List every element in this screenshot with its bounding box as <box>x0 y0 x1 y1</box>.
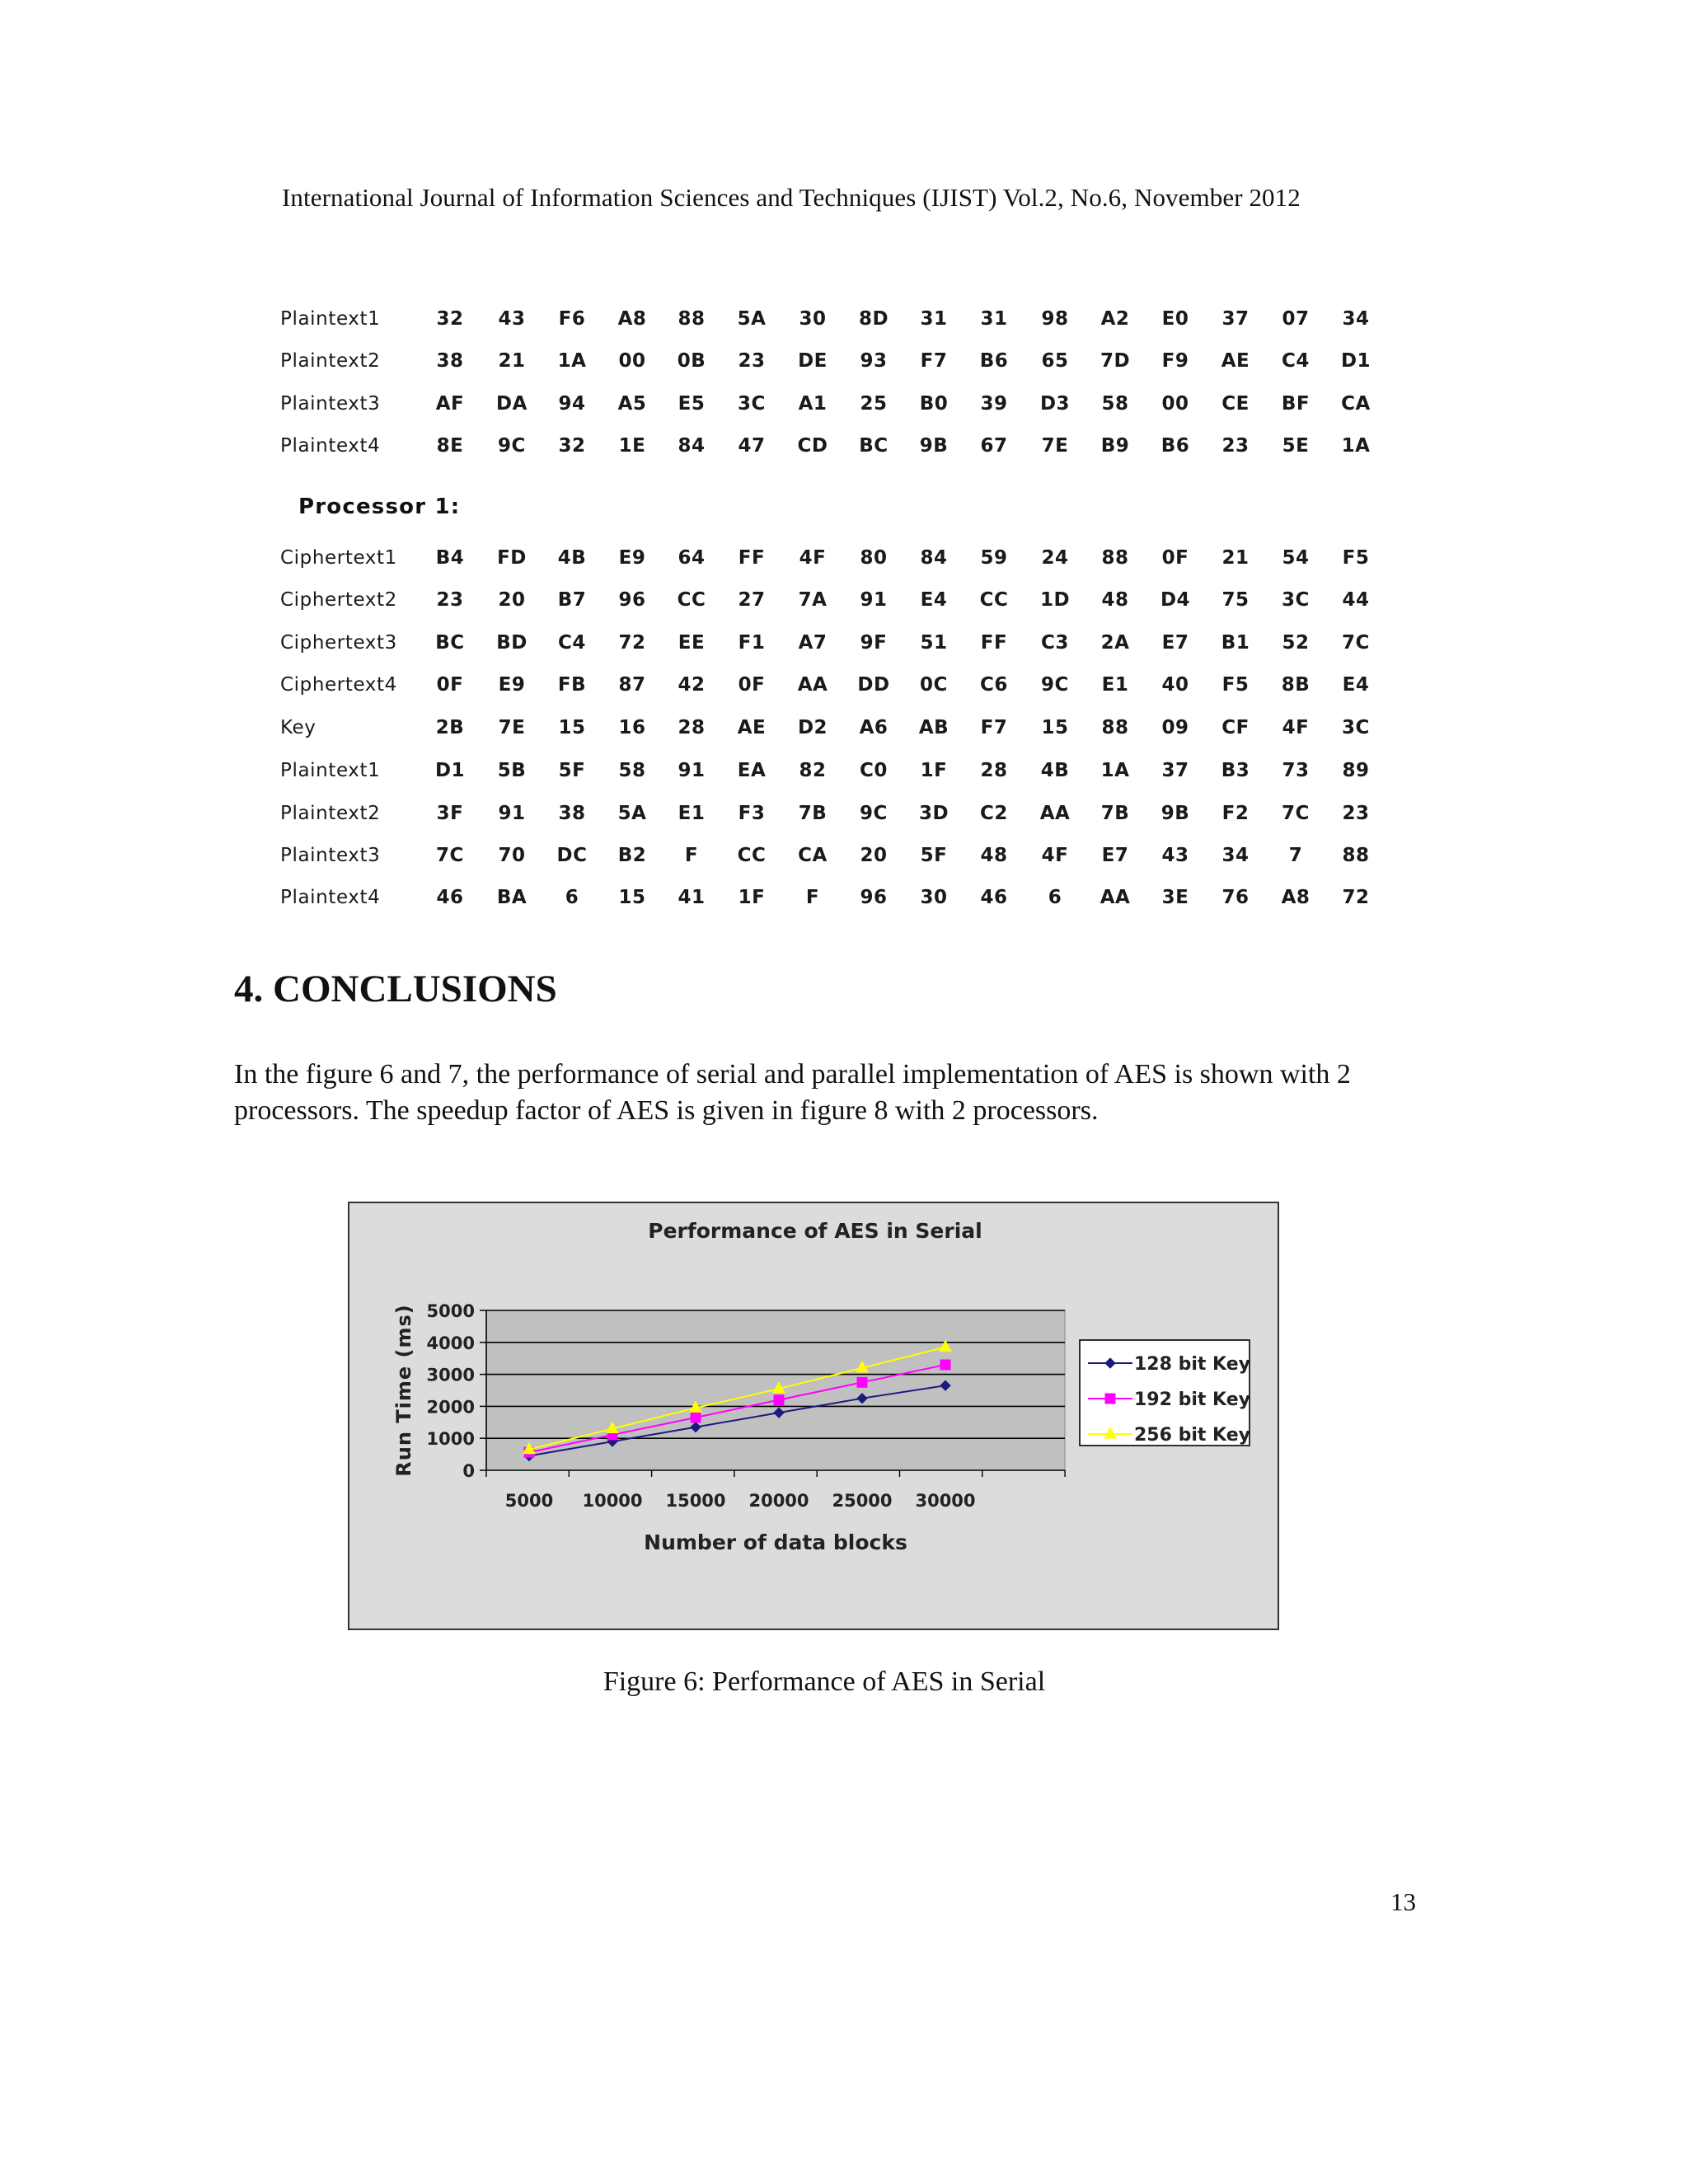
hex-cell: 34 <box>1342 308 1370 330</box>
hex-cell: AA <box>1100 887 1131 908</box>
hex-cell: B2 <box>617 845 647 866</box>
data-point <box>691 1413 701 1422</box>
processor-heading: Processor 1: <box>298 494 461 519</box>
table-row <box>0 393 1688 421</box>
table-row <box>0 887 1688 915</box>
row-label: Plaintext4 <box>280 435 381 457</box>
hex-cell: 7A <box>798 589 828 611</box>
hex-cell: 15 <box>618 887 646 908</box>
hex-cell: AE <box>1221 350 1250 372</box>
hex-cell: EE <box>678 632 706 654</box>
hex-cell: 1F <box>738 887 766 908</box>
x-tick-label: 5000 <box>504 1491 554 1511</box>
hex-cell: B0 <box>919 393 949 415</box>
hex-cell: 0F <box>738 674 766 696</box>
legend-label: 192 bit Key <box>1134 1390 1250 1410</box>
hex-cell: 44 <box>1342 589 1370 611</box>
hex-cell: 5F <box>920 845 948 866</box>
y-tick-label: 5000 <box>426 1301 475 1321</box>
hex-cell: C4 <box>558 632 586 654</box>
hex-cell: 38 <box>436 350 464 372</box>
row-label: Key <box>280 717 316 738</box>
x-tick-label: 25000 <box>832 1491 893 1511</box>
hex-cell: 76 <box>1221 887 1250 908</box>
table-row <box>0 845 1688 873</box>
hex-cell: 9B <box>919 435 949 457</box>
hex-cell: A1 <box>798 393 828 415</box>
table-row <box>0 674 1688 702</box>
hex-cell: 9F <box>860 632 888 654</box>
hex-cell: 00 <box>1161 393 1189 415</box>
hex-cell: F5 <box>1221 674 1250 696</box>
hex-cell: B9 <box>1100 435 1130 457</box>
hex-cell: 7 <box>1288 845 1303 866</box>
hex-cell: 41 <box>678 887 706 908</box>
hex-cell: CC <box>979 589 1009 611</box>
hex-cell: 28 <box>980 760 1008 781</box>
chart-title: Performance of AES in Serial <box>648 1219 982 1243</box>
hex-cell: 8E <box>436 435 464 457</box>
hex-cell: AA <box>1039 803 1071 824</box>
hex-cell: 4B <box>557 547 587 569</box>
data-point <box>857 1377 867 1387</box>
hex-cell: 07 <box>1282 308 1310 330</box>
hex-cell: 21 <box>498 350 526 372</box>
hex-cell: 98 <box>1041 308 1069 330</box>
hex-cell: 70 <box>498 845 526 866</box>
hex-cell: 5B <box>497 760 527 781</box>
hex-cell: 24 <box>1041 547 1069 569</box>
x-axis-label: Number of data blocks <box>644 1530 907 1554</box>
hex-cell: E0 <box>1161 308 1189 330</box>
legend-label: 128 bit Key <box>1134 1354 1250 1375</box>
hex-cell: 34 <box>1221 845 1250 866</box>
hex-cell: F9 <box>1161 350 1189 372</box>
hex-cell: 91 <box>498 803 526 824</box>
hex-cell: CA <box>1341 393 1371 415</box>
hex-cell: 3F <box>436 803 464 824</box>
hex-cell: B4 <box>435 547 465 569</box>
hex-cell: 2A <box>1100 632 1130 654</box>
row-label: Plaintext4 <box>280 887 381 908</box>
hex-cell: 4F <box>1282 717 1310 738</box>
hex-cell: 09 <box>1161 717 1189 738</box>
hex-cell: 93 <box>860 350 888 372</box>
hex-cell: 7D <box>1100 350 1131 372</box>
hex-cell: C0 <box>860 760 888 781</box>
hex-cell: 4F <box>799 547 827 569</box>
y-tick-label: 1000 <box>426 1429 475 1450</box>
hex-cell: AB <box>918 717 950 738</box>
hex-cell: E9 <box>618 547 646 569</box>
hex-cell: 7B <box>798 803 828 824</box>
hex-cell: A2 <box>1100 308 1130 330</box>
hex-cell: 5A <box>617 803 647 824</box>
hex-cell: 43 <box>498 308 526 330</box>
hex-cell: 16 <box>618 717 646 738</box>
hex-cell: 96 <box>860 887 888 908</box>
hex-cell: AA <box>797 674 828 696</box>
row-label: Ciphertext2 <box>280 589 397 611</box>
table-row <box>0 803 1688 831</box>
hex-cell: CA <box>798 845 828 866</box>
hex-cell: 96 <box>618 589 646 611</box>
row-label: Ciphertext1 <box>280 547 397 569</box>
hex-cell: DE <box>798 350 828 372</box>
hex-cell: 7C <box>436 845 464 866</box>
y-tick-label: 0 <box>462 1461 475 1481</box>
hex-cell: C3 <box>1041 632 1069 654</box>
hex-cell: CC <box>677 589 706 611</box>
table-row <box>0 435 1688 463</box>
hex-cell: B6 <box>979 350 1009 372</box>
hex-cell: 23 <box>436 589 464 611</box>
hex-cell: F2 <box>1221 803 1250 824</box>
hex-cell: 30 <box>920 887 948 908</box>
hex-cell: 42 <box>678 674 706 696</box>
hex-cell: 1A <box>1100 760 1130 781</box>
hex-cell: 7E <box>498 717 526 738</box>
hex-cell: B3 <box>1221 760 1250 781</box>
hex-cell: 8B <box>1281 674 1311 696</box>
legend-label: 256 bit Key <box>1134 1425 1250 1446</box>
hex-cell: FF <box>980 632 1008 654</box>
hex-cell: CD <box>797 435 828 457</box>
hex-cell: 72 <box>1342 887 1370 908</box>
hex-cell: 28 <box>678 717 706 738</box>
hex-cell: 87 <box>618 674 646 696</box>
hex-cell: E1 <box>1101 674 1129 696</box>
hex-cell: 3C <box>1342 717 1370 738</box>
hex-cell: E4 <box>1342 674 1370 696</box>
row-label: Ciphertext4 <box>280 674 397 696</box>
hex-cell: 1D <box>1039 589 1071 611</box>
hex-cell: 43 <box>1161 845 1189 866</box>
hex-cell: 88 <box>1342 845 1370 866</box>
x-tick-label: 15000 <box>665 1491 726 1511</box>
hex-cell: 88 <box>678 308 706 330</box>
hex-cell: 9C <box>498 435 526 457</box>
hex-cell: 0B <box>677 350 706 372</box>
section-heading: 4. CONCLUSIONS <box>234 968 557 1010</box>
hex-cell: BC <box>859 435 889 457</box>
hex-cell: 7B <box>1100 803 1130 824</box>
hex-cell: 5E <box>1282 435 1310 457</box>
row-label: Plaintext3 <box>280 845 381 866</box>
hex-cell: F3 <box>738 803 766 824</box>
hex-cell: 5F <box>558 760 586 781</box>
hex-cell: 52 <box>1282 632 1310 654</box>
hex-cell: 20 <box>498 589 526 611</box>
hex-cell: 38 <box>558 803 586 824</box>
table-row <box>0 308 1688 336</box>
hex-cell: 82 <box>799 760 827 781</box>
performance-chart <box>349 1203 1281 1632</box>
table-row <box>0 717 1688 745</box>
hex-cell: 2B <box>435 717 465 738</box>
hex-cell: D1 <box>1340 350 1372 372</box>
hex-cell: A6 <box>859 717 889 738</box>
hex-cell: 91 <box>860 589 888 611</box>
hex-cell: 51 <box>920 632 948 654</box>
data-point <box>774 1395 784 1405</box>
hex-cell: D3 <box>1039 393 1071 415</box>
page-number: 13 <box>1390 1887 1416 1916</box>
hex-cell: D4 <box>1160 589 1191 611</box>
hex-cell: 1F <box>920 760 948 781</box>
hex-cell: 4B <box>1040 760 1070 781</box>
hex-cell: F5 <box>1342 547 1370 569</box>
hex-cell: 65 <box>1041 350 1069 372</box>
hex-cell: 88 <box>1101 717 1129 738</box>
hex-cell: 58 <box>618 760 646 781</box>
hex-cell: D1 <box>434 760 466 781</box>
hex-cell: 37 <box>1161 760 1189 781</box>
hex-cell: B7 <box>557 589 587 611</box>
hex-cell: 00 <box>618 350 646 372</box>
row-label: Plaintext1 <box>280 308 381 330</box>
hex-cell: 89 <box>1342 760 1370 781</box>
hex-cell: 1E <box>618 435 646 457</box>
hex-cell: A5 <box>617 393 647 415</box>
hex-cell: 46 <box>436 887 464 908</box>
hex-cell: DC <box>556 845 588 866</box>
x-tick-label: 20000 <box>748 1491 809 1511</box>
hex-cell: 1A <box>1341 435 1371 457</box>
hex-cell: DD <box>857 674 890 696</box>
hex-cell: 3C <box>738 393 766 415</box>
hex-cell: 7E <box>1041 435 1069 457</box>
y-tick-label: 4000 <box>426 1333 475 1353</box>
hex-cell: A7 <box>798 632 828 654</box>
hex-cell: E1 <box>678 803 706 824</box>
hex-cell: B6 <box>1160 435 1190 457</box>
hex-cell: 54 <box>1282 547 1310 569</box>
table-row <box>0 632 1688 660</box>
hex-cell: 1A <box>557 350 587 372</box>
hex-cell: 3E <box>1161 887 1189 908</box>
hex-cell: 21 <box>1221 547 1250 569</box>
hex-cell: 46 <box>980 887 1008 908</box>
hex-cell: 67 <box>980 435 1008 457</box>
hex-cell: E5 <box>678 393 706 415</box>
figure-caption: Figure 6: Performance of AES in Serial <box>603 1666 1046 1697</box>
hex-cell: 9C <box>860 803 888 824</box>
table-row <box>0 589 1688 617</box>
hex-cell: 39 <box>980 393 1008 415</box>
hex-cell: AF <box>435 393 465 415</box>
legend-marker <box>1105 1394 1115 1404</box>
hex-cell: 31 <box>980 308 1008 330</box>
hex-cell: 9C <box>1041 674 1069 696</box>
hex-cell: 7C <box>1342 632 1370 654</box>
hex-cell: E7 <box>1101 845 1129 866</box>
y-tick-label: 3000 <box>426 1365 475 1385</box>
hex-cell: 23 <box>1342 803 1370 824</box>
hex-cell: 64 <box>678 547 706 569</box>
hex-cell: 6 <box>565 887 579 908</box>
hex-cell: F6 <box>558 308 586 330</box>
hex-cell: F <box>805 887 820 908</box>
hex-cell: 0F <box>1161 547 1189 569</box>
hex-cell: CC <box>737 845 767 866</box>
hex-cell: 3D <box>918 803 950 824</box>
hex-cell: 59 <box>980 547 1008 569</box>
x-tick-label: 10000 <box>582 1491 643 1511</box>
journal-header: International Journal of Information Sciences and Techniques (IJIST) Vol.2, No.6, November 2012 <box>282 183 1301 212</box>
hex-cell: F7 <box>920 350 948 372</box>
hex-cell: 9B <box>1160 803 1190 824</box>
hex-cell: 25 <box>860 393 888 415</box>
hex-cell: EA <box>737 760 767 781</box>
hex-cell: DA <box>496 393 528 415</box>
hex-cell: 84 <box>920 547 948 569</box>
hex-cell: F1 <box>738 632 766 654</box>
hex-cell: 32 <box>558 435 586 457</box>
hex-cell: 91 <box>678 760 706 781</box>
hex-cell: 6 <box>1048 887 1062 908</box>
hex-cell: 8D <box>858 308 889 330</box>
row-label: Plaintext2 <box>280 803 381 824</box>
row-label: Plaintext1 <box>280 760 381 781</box>
chart-frame <box>348 1202 1279 1630</box>
hex-cell: 40 <box>1161 674 1189 696</box>
row-label: Plaintext3 <box>280 393 381 415</box>
hex-cell: 88 <box>1101 547 1129 569</box>
hex-cell: 47 <box>738 435 766 457</box>
hex-cell: CF <box>1221 717 1250 738</box>
hex-cell: 4F <box>1041 845 1069 866</box>
hex-cell: 30 <box>799 308 827 330</box>
hex-cell: 0F <box>436 674 464 696</box>
hex-cell: 48 <box>980 845 1008 866</box>
table-row <box>0 547 1688 575</box>
data-point <box>940 1360 950 1370</box>
row-label: Plaintext2 <box>280 350 381 372</box>
hex-cell: BF <box>1281 393 1311 415</box>
hex-cell: 73 <box>1282 760 1310 781</box>
hex-cell: BC <box>435 632 465 654</box>
hex-cell: D2 <box>797 717 828 738</box>
x-tick-label: 30000 <box>915 1491 976 1511</box>
hex-cell: 15 <box>558 717 586 738</box>
y-tick-label: 2000 <box>426 1397 475 1418</box>
hex-cell: C4 <box>1282 350 1310 372</box>
hex-cell: 58 <box>1101 393 1129 415</box>
hex-cell: FB <box>557 674 587 696</box>
hex-cell: C6 <box>980 674 1008 696</box>
hex-cell: 3C <box>1282 589 1310 611</box>
hex-cell: FF <box>738 547 766 569</box>
hex-cell: 7C <box>1282 803 1310 824</box>
hex-cell: 94 <box>558 393 586 415</box>
hex-cell: 31 <box>920 308 948 330</box>
hex-cell: E4 <box>920 589 948 611</box>
hex-cell: BD <box>496 632 528 654</box>
table-row <box>0 350 1688 378</box>
body-paragraph: In the figure 6 and 7, the performance of serial and parallel implementation of AES is shown with 2 processors. The speedup factor of AES is given in figure 8 with 2 processors. <box>234 1059 1351 1126</box>
hex-cell: 23 <box>1221 435 1250 457</box>
hex-cell: A8 <box>1281 887 1311 908</box>
hex-cell: 48 <box>1101 589 1129 611</box>
hex-cell: 5A <box>737 308 767 330</box>
hex-cell: 0C <box>920 674 948 696</box>
hex-cell: 15 <box>1041 717 1069 738</box>
hex-cell: B1 <box>1221 632 1250 654</box>
hex-cell: AE <box>737 717 767 738</box>
hex-cell: F <box>684 845 699 866</box>
row-label: Ciphertext3 <box>280 632 397 654</box>
hex-cell: 27 <box>738 589 766 611</box>
hex-cell: 72 <box>618 632 646 654</box>
hex-cell: 75 <box>1221 589 1250 611</box>
hex-cell: 84 <box>678 435 706 457</box>
hex-cell: 20 <box>860 845 888 866</box>
hex-cell: BA <box>496 887 528 908</box>
hex-cell: 80 <box>860 547 888 569</box>
y-axis-label: Run Time (ms) <box>392 1304 415 1477</box>
hex-cell: A8 <box>617 308 647 330</box>
hex-cell: FD <box>497 547 527 569</box>
hex-cell: E9 <box>498 674 526 696</box>
hex-cell: 37 <box>1221 308 1250 330</box>
hex-cell: 32 <box>436 308 464 330</box>
hex-cell: C2 <box>980 803 1008 824</box>
hex-cell: E7 <box>1161 632 1189 654</box>
hex-cell: F7 <box>980 717 1008 738</box>
hex-cell: 23 <box>738 350 766 372</box>
hex-cell: CE <box>1221 393 1250 415</box>
table-row <box>0 760 1688 788</box>
